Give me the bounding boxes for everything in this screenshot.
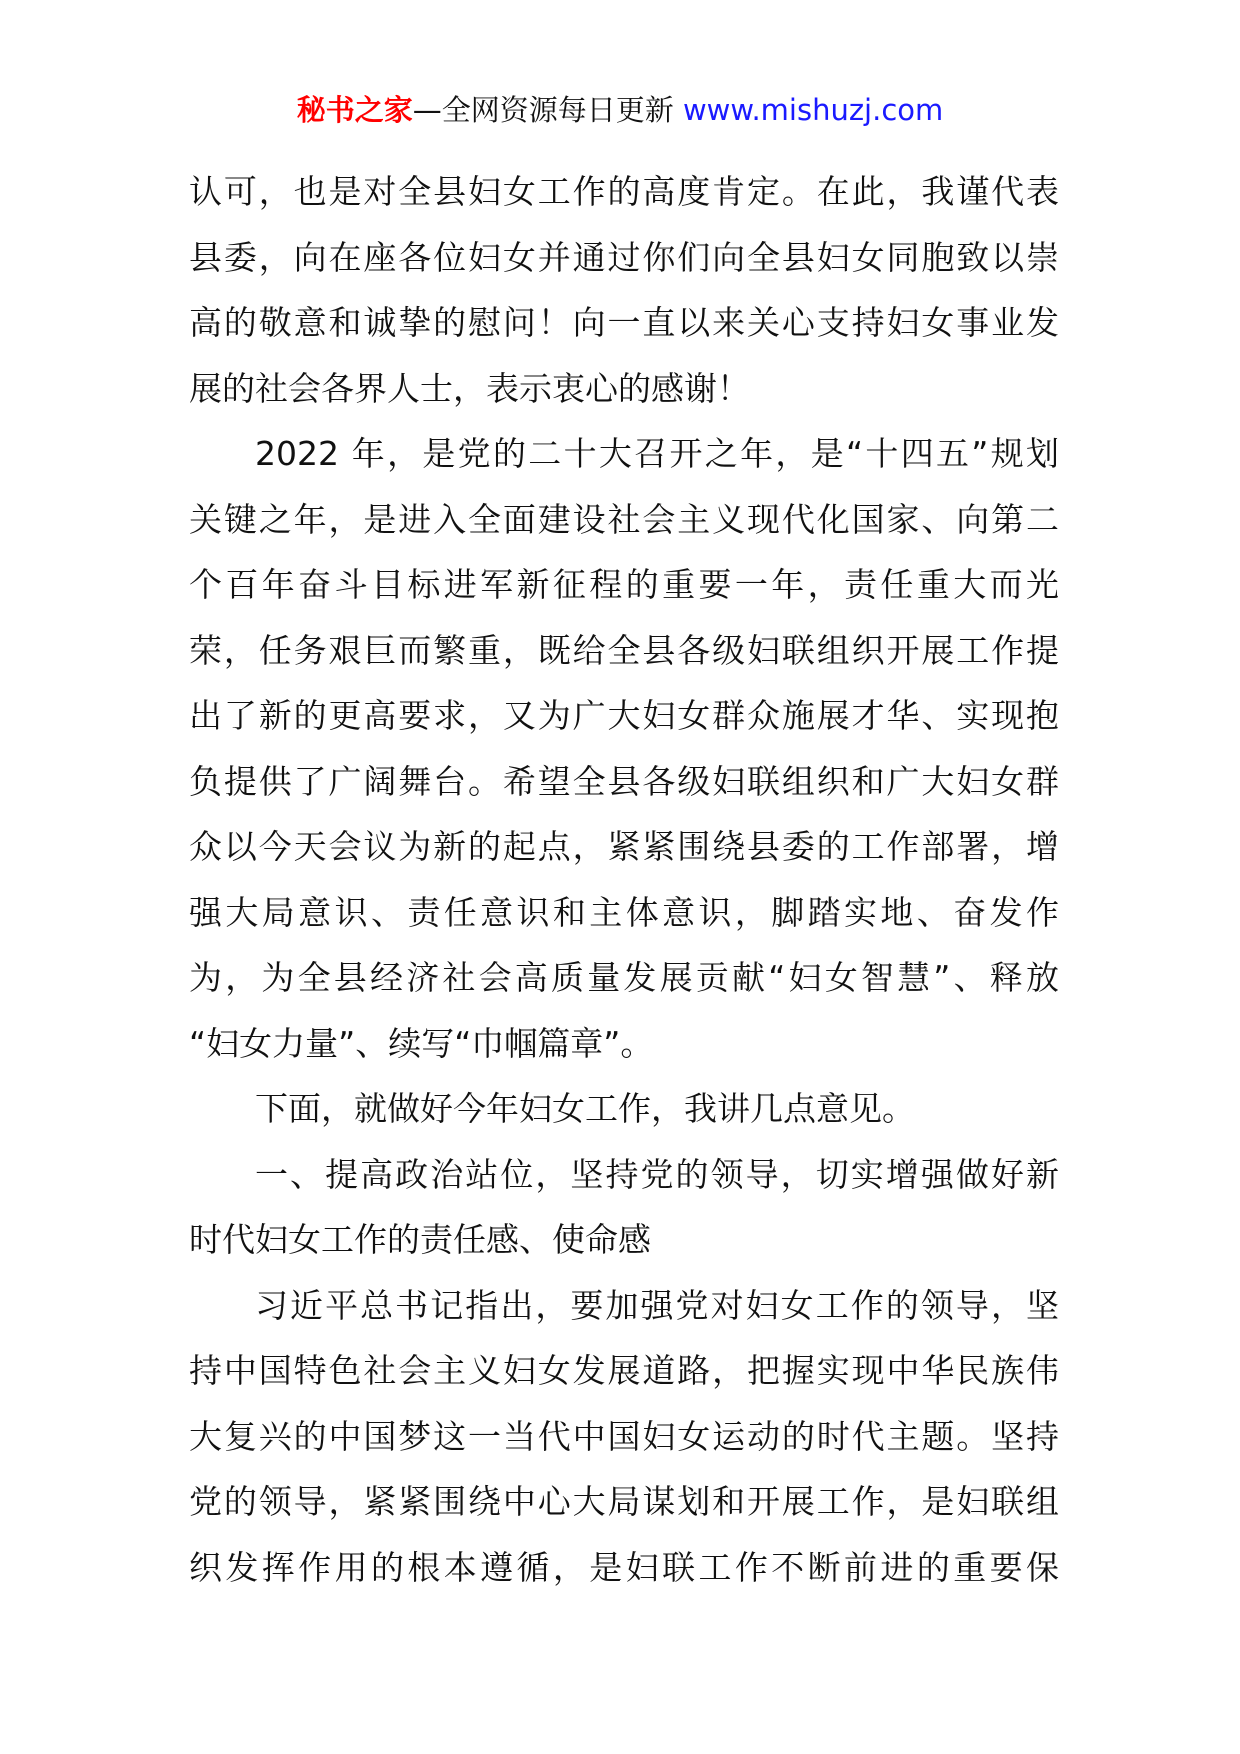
text-line: 个百年奋斗目标进军新征程的重要一年，责任重大而光: [189, 565, 1059, 604]
header-tagline: —全网资源每日更新: [412, 93, 674, 127]
text-line: 持中国特色社会主义妇女发展道路，把握实现中华民族伟: [189, 1351, 1059, 1390]
paragraph-first-line: 2022 年，是党的二十大召开之年，是“十四五”规划: [255, 434, 1059, 473]
text-line: 党的领导，紧紧围绕中心大局谋划和开展工作，是妇联组: [189, 1482, 1059, 1521]
text-line: 展的社会各界人士，表示衷心的感谢！: [189, 368, 750, 408]
site-url-link[interactable]: www.mishuzj.com: [682, 93, 944, 127]
brand-name: 秘书之家: [296, 93, 413, 127]
section-heading: 一、提高政治站位，坚持党的领导，切实增强做好新: [255, 1154, 1059, 1194]
text-line: 织发挥作用的根本遵循，是妇联工作不断前进的重要保: [189, 1547, 1059, 1587]
text-line: 出了新的更高要求，又为广大妇女群众施展才华、实现抱: [189, 696, 1059, 735]
text-line: 荣，任务艰巨而繁重，既给全县各级妇联组织开展工作提: [189, 630, 1059, 670]
paragraph-first-line: 下面，就做好今年妇女工作，我讲几点意见。: [255, 1089, 915, 1128]
text-line: 高的敬意和诚挚的慰问！向一直以来关心支持妇女事业发: [189, 303, 1059, 342]
text-line: 县委，向在座各位妇女并通过你们向全县妇女同胞致以崇: [189, 237, 1059, 277]
document-body: [189, 159, 1059, 1600]
text-line: “妇女力量”、续写“巾帼篇章”。: [189, 1023, 654, 1063]
text-line: 关键之年，是进入全面建设社会主义现代化国家、向第二: [189, 499, 1059, 539]
section-heading: 时代妇女工作的责任感、使命感: [189, 1220, 651, 1259]
text-line: 众以今天会议为新的起点，紧紧围绕县委的工作部署，增: [189, 827, 1059, 866]
text-line: 认可，也是对全县妇女工作的高度肯定。在此，我谨代表: [189, 172, 1059, 211]
page-header: [0, 90, 1240, 130]
text-line: 大复兴的中国梦这一当代中国妇女运动的时代主题。坚持: [189, 1416, 1059, 1456]
paragraph-first-line: 习近平总书记指出，要加强党对妇女工作的领导，坚: [255, 1285, 1059, 1325]
text-line: 强大局意识、责任意识和主体意识，脚踏实地、奋发作: [189, 892, 1059, 932]
text-line: 为，为全县经济社会高质量发展贡献“妇女智慧”、释放: [189, 958, 1059, 997]
text-line: 负提供了广阔舞台。希望全县各级妇联组织和广大妇女群: [189, 761, 1059, 801]
